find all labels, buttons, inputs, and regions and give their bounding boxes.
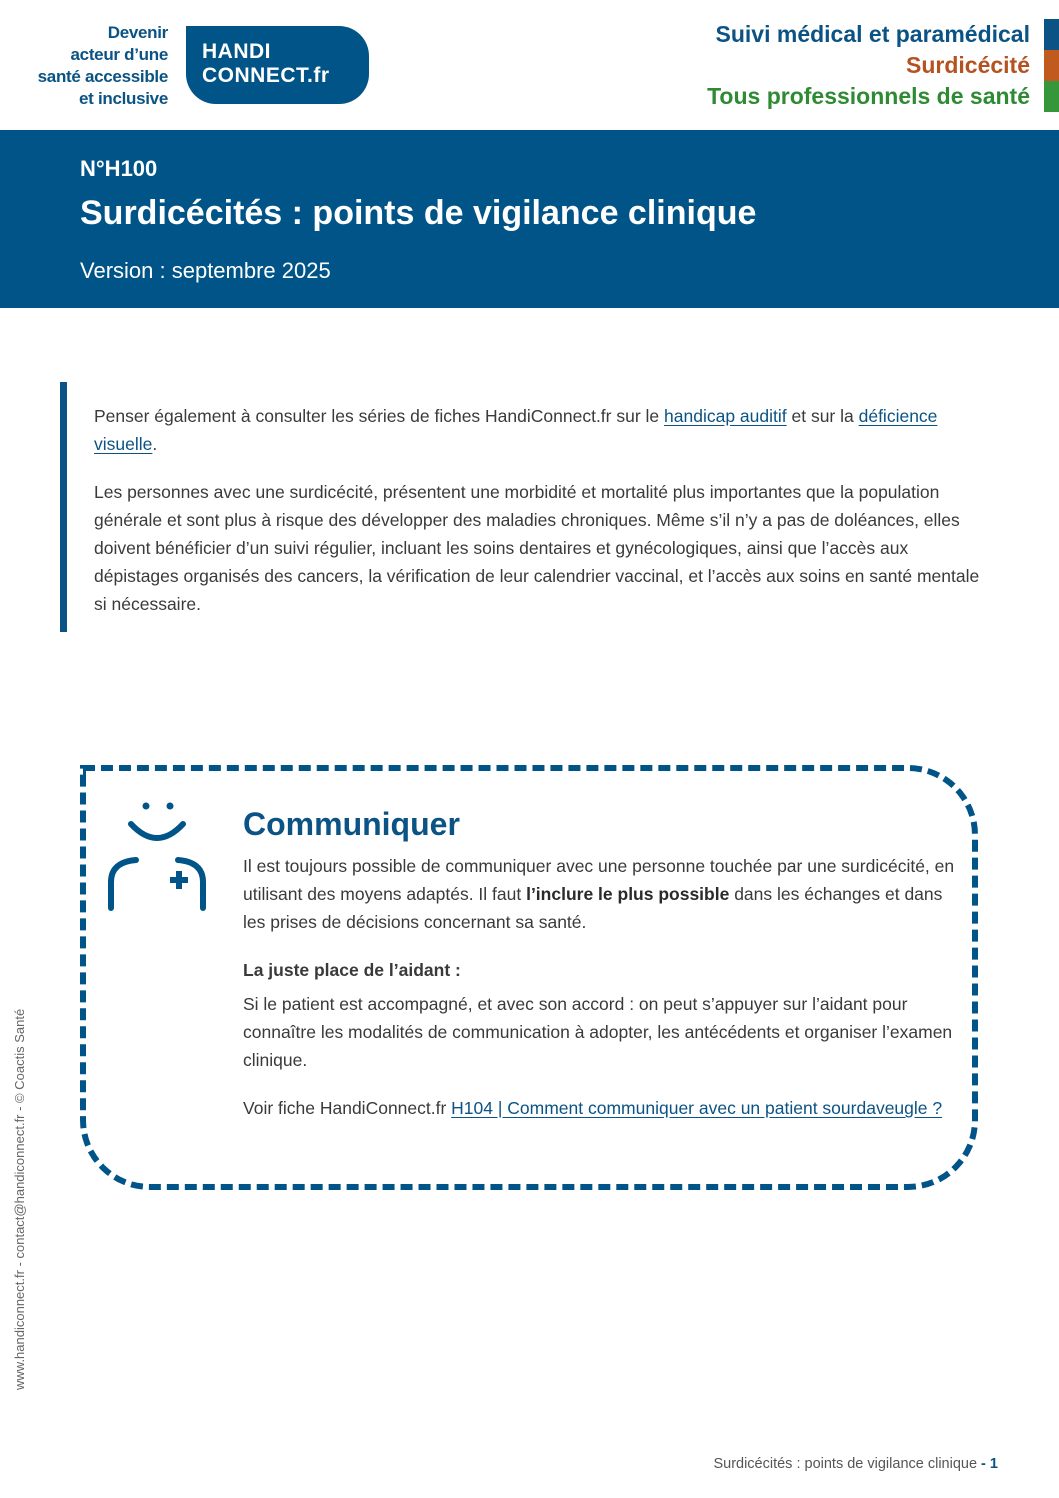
category-professionnels: Tous professionnels de santé [707, 83, 1030, 109]
communiquer-paragraph [243, 852, 958, 936]
tagline-line: acteur d’une [70, 45, 168, 64]
caregiver-icon [100, 800, 215, 915]
category-color-bar-orange [1044, 50, 1059, 81]
link-deficience-visuelle[interactable]: déficience visuelle [94, 406, 938, 454]
link-handicap-auditif[interactable]: handicap auditif [664, 406, 787, 426]
link-h104[interactable]: H104 | Comment communiquer avec un patient sourdaveugle ? [451, 1098, 943, 1118]
category-suivi-medical: Suivi médical et paramédical [715, 21, 1030, 47]
page-title: Surdicécités : points de vigilance clinique [80, 194, 757, 232]
tagline-line: Devenir [107, 23, 168, 42]
section-title-communiquer: Communiquer [243, 806, 460, 842]
intro-text: et sur la [786, 406, 859, 426]
logo-line: HANDI [202, 40, 271, 63]
logo-line: CONNECT.fr [202, 64, 330, 87]
page-footer [713, 1456, 998, 1472]
category-surdicecite: Surdicécité [906, 52, 1030, 78]
tagline-line: santé accessible [37, 67, 168, 86]
intro-accent-bar [60, 382, 67, 632]
intro-paragraph [94, 402, 994, 458]
intro-paragraph: Les personnes avec une surdicécité, présentent une morbidité et mortalité plus importantes que la population générale et sont plus à risque des développer des maladies chroniques. Même s’il n’y a pas de doléances, elles doivent bénéficier d’un suivi régulier, incluant les soins dentaires et gynécologiques, ainsi que l’accès aux dépistages organisés des cancers, la vérification de leur calendrier vaccinal, et l’accès aux soins en santé mentale si nécessaire. [94, 482, 980, 614]
communiquer-text: Il est toujours possible de communiquer avec une personne touchée par une surdicécité, en utilisant des moyens adaptés. Il faut [243, 856, 955, 904]
category-color-bar-green [1044, 81, 1059, 112]
communiquer-content [243, 852, 958, 1142]
tagline-line: et inclusive [79, 89, 168, 108]
title-banner [0, 130, 1059, 308]
footer-label: Surdicécités : points de vigilance clinique [713, 1456, 978, 1472]
side-contact-note: www.handiconnect.fr - contact@handiconnect.fr - © Coactis Santé [12, 1008, 27, 1390]
aidant-paragraph: Si le patient est accompagné, et avec son accord : on peut s’appuyer sur l’aidant pour connaître les modalités de communication à adopter, les antécédents et organiser l’examen clinique. [243, 994, 953, 1070]
aidant-subheading: La juste place de l’aidant : [243, 960, 461, 980]
header-tagline [10, 22, 168, 110]
sheet-number: N°H100 [80, 156, 158, 181]
see-also-paragraph [243, 1094, 958, 1122]
communiquer-text: dans les échanges et dans les prises de décisions concernant sa santé. [243, 884, 943, 932]
handiconnect-logo[interactable] [186, 26, 369, 104]
category-color-bar-blue [1044, 19, 1059, 50]
see-also-text: Voir fiche HandiConnect.fr [243, 1098, 452, 1118]
version-label: Version : septembre 2025 [80, 258, 331, 283]
communiquer-emphasis: l’inclure le plus possible [526, 884, 730, 904]
intro-text: Penser également à consulter les séries de fiches HandiConnect.fr sur le [94, 406, 665, 426]
intro-text: . [152, 434, 158, 454]
category-list [707, 19, 1030, 112]
intro-block [94, 402, 994, 638]
page-number: 1 [989, 1456, 998, 1472]
footer-separator: - [977, 1456, 990, 1472]
